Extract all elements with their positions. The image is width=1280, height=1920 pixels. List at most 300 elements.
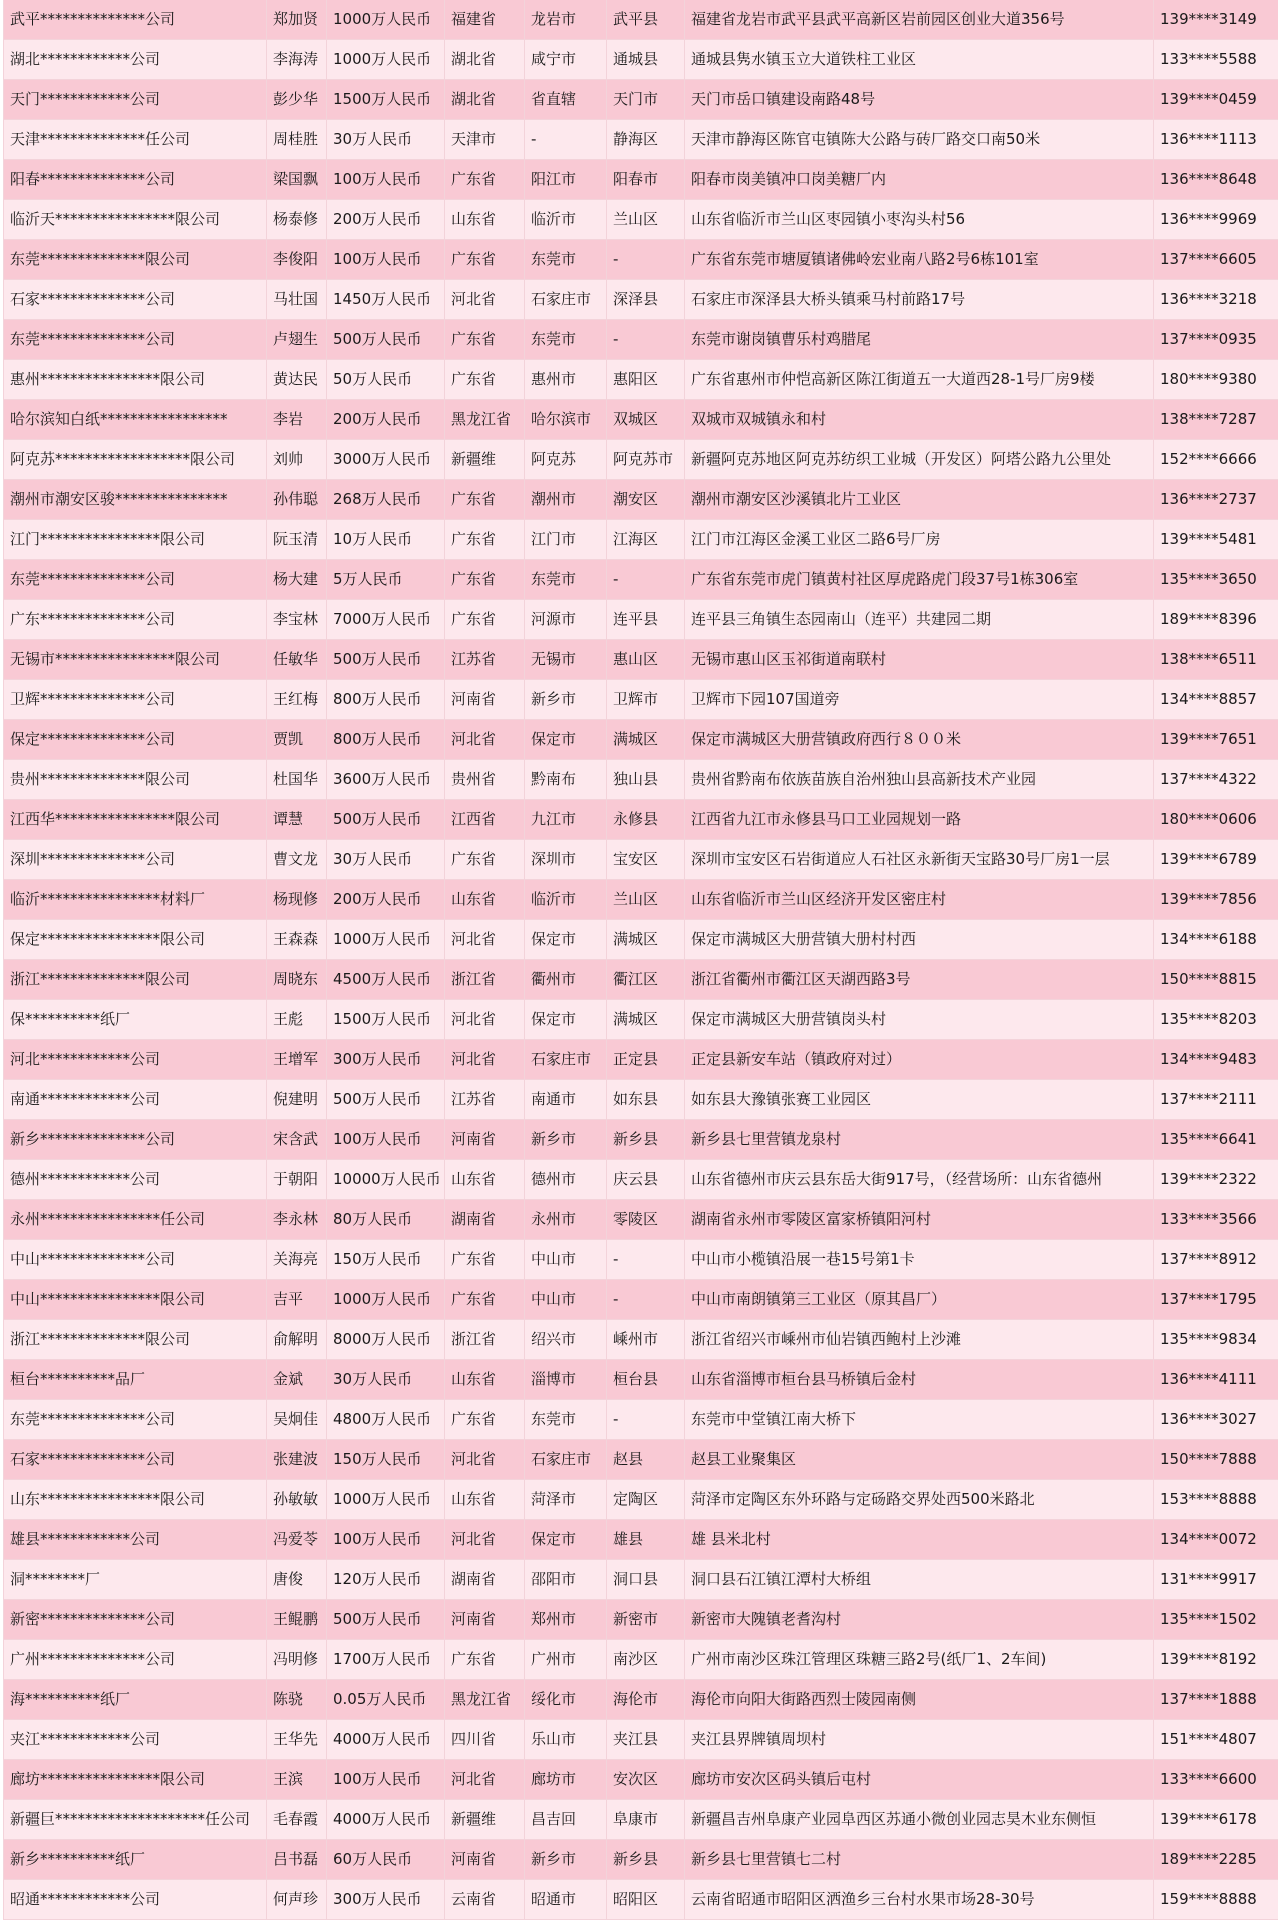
- district-cell: 夹江县: [607, 1720, 685, 1759]
- address-cell: 中山市南朗镇第三工业区（原其昌厂）: [685, 1280, 1154, 1319]
- address-cell: 新密市大隗镇老耆沟村: [685, 1600, 1154, 1639]
- legal-person-cell: 周晓东: [267, 960, 327, 999]
- district-cell: 海伦市: [607, 1680, 685, 1719]
- province-cell: 河北省: [445, 920, 525, 959]
- legal-person-cell: 周桂胜: [267, 120, 327, 159]
- legal-person-cell: 黄达民: [267, 360, 327, 399]
- table-row: [4, 1800, 1278, 1840]
- city-cell: 深圳市: [525, 840, 607, 879]
- registered-capital-cell: 30万人民币: [327, 840, 445, 879]
- city-cell: 东莞市: [525, 560, 607, 599]
- company-name-cell: 东莞**************限公司: [4, 240, 267, 279]
- company-name-cell: 卫辉**************公司: [4, 680, 267, 719]
- registered-capital-cell: 4000万人民币: [327, 1800, 445, 1839]
- legal-person-cell: 倪建明: [267, 1080, 327, 1119]
- legal-person-cell: 冯爱苓: [267, 1520, 327, 1559]
- phone-cell: 137****4322: [1160, 770, 1257, 788]
- legal-person-cell: 唐俊: [267, 1560, 327, 1599]
- legal-person-cell: 陈骁: [267, 1680, 327, 1719]
- district-cell: 静海区: [607, 120, 685, 159]
- district-cell: 阜康市: [607, 1800, 685, 1839]
- phone-cell: 136****4111: [1160, 1370, 1257, 1388]
- legal-person-cell: 王增军: [267, 1040, 327, 1079]
- table-row: [4, 0, 1278, 40]
- city-cell: 石家庄市: [525, 1440, 607, 1479]
- phone-cell: 180****9380: [1160, 370, 1257, 388]
- table-row: [4, 880, 1278, 920]
- legal-person-cell: 王滨: [267, 1760, 327, 1799]
- district-cell: 潮安区: [607, 480, 685, 519]
- registered-capital-cell: 4800万人民币: [327, 1400, 445, 1439]
- company-name-cell: 哈尔滨知白纸*****************: [4, 400, 267, 439]
- city-cell: 石家庄市: [525, 280, 607, 319]
- company-name-cell: 浙江**************限公司: [4, 960, 267, 999]
- province-cell: 天津市: [445, 120, 525, 159]
- city-cell: 临沂市: [525, 880, 607, 919]
- legal-person-cell: 吉平: [267, 1280, 327, 1319]
- address-cell: 保定市满城区大册营镇政府西行８００米: [685, 720, 1154, 759]
- company-name-cell: 武平**************公司: [4, 0, 267, 39]
- phone-cell: 151****4807: [1160, 1730, 1257, 1748]
- city-cell: 江门市: [525, 520, 607, 559]
- province-cell: 福建省: [445, 0, 525, 39]
- registered-capital-cell: 60万人民币: [327, 1840, 445, 1879]
- district-cell: 兰山区: [607, 200, 685, 239]
- company-name-cell: 临沂天****************限公司: [4, 200, 267, 239]
- table-row: [4, 280, 1278, 320]
- table-row: [4, 1760, 1278, 1800]
- city-cell: 中山市: [525, 1280, 607, 1319]
- address-cell: 双城市双城镇永和村: [685, 400, 1154, 439]
- phone-cell: 153****8888: [1160, 1490, 1257, 1508]
- province-cell: 河南省: [445, 1600, 525, 1639]
- table-row: [4, 800, 1278, 840]
- city-cell: 新乡市: [525, 680, 607, 719]
- address-cell: 如东县大豫镇张赛工业园区: [685, 1080, 1154, 1119]
- legal-person-cell: 曹文龙: [267, 840, 327, 879]
- address-cell: 新乡县七里营镇七二村: [685, 1840, 1154, 1879]
- province-cell: 广东省: [445, 560, 525, 599]
- district-cell: 双城区: [607, 400, 685, 439]
- province-cell: 广东省: [445, 520, 525, 559]
- province-cell: 山东省: [445, 1360, 525, 1399]
- city-cell: 临沂市: [525, 200, 607, 239]
- registered-capital-cell: 3600万人民币: [327, 760, 445, 799]
- address-cell: 东莞市谢岗镇曹乐村鸡腊尾: [685, 320, 1154, 359]
- district-cell: 庆云县: [607, 1160, 685, 1199]
- company-name-cell: 中山****************限公司: [4, 1280, 267, 1319]
- district-cell: 新乡县: [607, 1120, 685, 1159]
- legal-person-cell: 李海涛: [267, 40, 327, 79]
- legal-person-cell: 冯明修: [267, 1640, 327, 1679]
- legal-person-cell: 张建波: [267, 1440, 327, 1479]
- address-cell: 夹江县界牌镇周坝村: [685, 1720, 1154, 1759]
- registered-capital-cell: 200万人民币: [327, 880, 445, 919]
- company-name-cell: 新乡**********纸厂: [4, 1840, 267, 1879]
- address-cell: 保定市满城区大册营镇大册村村西: [685, 920, 1154, 959]
- table-row: [4, 1280, 1278, 1320]
- city-cell: 邵阳市: [525, 1560, 607, 1599]
- company-name-cell: 昭通************公司: [4, 1880, 267, 1919]
- phone-cell: 138****6511: [1160, 650, 1257, 668]
- table-row: [4, 600, 1278, 640]
- company-name-cell: 雄县************公司: [4, 1520, 267, 1559]
- company-name-cell: 天门************公司: [4, 80, 267, 119]
- table-row: [4, 400, 1278, 440]
- address-cell: 浙江省绍兴市嵊州市仙岩镇西鲍村上沙滩: [685, 1320, 1154, 1359]
- phone-cell: 137****1795: [1160, 1290, 1257, 1308]
- table-row: [4, 120, 1278, 160]
- city-cell: 保定市: [525, 1520, 607, 1559]
- address-cell: 广东省东莞市塘厦镇诸佛岭宏业南八路2号6栋101室: [685, 240, 1154, 279]
- company-name-cell: 南通************公司: [4, 1080, 267, 1119]
- registered-capital-cell: 200万人民币: [327, 400, 445, 439]
- registered-capital-cell: 1500万人民币: [327, 80, 445, 119]
- city-cell: 廊坊市: [525, 1760, 607, 1799]
- legal-person-cell: 孙伟聪: [267, 480, 327, 519]
- registered-capital-cell: 4000万人民币: [327, 1720, 445, 1759]
- district-cell: 昭阳区: [607, 1880, 685, 1919]
- province-cell: 河北省: [445, 1040, 525, 1079]
- registered-capital-cell: 800万人民币: [327, 720, 445, 759]
- city-cell: 无锡市: [525, 640, 607, 679]
- company-name-cell: 德州************公司: [4, 1160, 267, 1199]
- city-cell: 咸宁市: [525, 40, 607, 79]
- address-cell: 深圳市宝安区石岩街道应人石社区永新街天宝路30号厂房1一层: [685, 840, 1154, 879]
- address-cell: 福建省龙岩市武平县武平高新区岩前园区创业大道356号: [685, 0, 1154, 39]
- city-cell: 东莞市: [525, 320, 607, 359]
- province-cell: 河南省: [445, 680, 525, 719]
- phone-cell: 139****3149: [1160, 10, 1257, 28]
- legal-person-cell: 吕书磊: [267, 1840, 327, 1879]
- city-cell: 永州市: [525, 1200, 607, 1239]
- company-name-cell: 临沂****************材料厂: [4, 880, 267, 919]
- district-cell: -: [607, 1280, 685, 1319]
- phone-cell: 139****0459: [1160, 90, 1257, 108]
- legal-person-cell: 王红梅: [267, 680, 327, 719]
- address-cell: 菏泽市定陶区东外环路与定砀路交界处西500米路北: [685, 1480, 1154, 1519]
- city-cell: 广州市: [525, 1640, 607, 1679]
- district-cell: 衢江区: [607, 960, 685, 999]
- legal-person-cell: 李宝林: [267, 600, 327, 639]
- registered-capital-cell: 1000万人民币: [327, 1480, 445, 1519]
- address-cell: 新疆昌吉州阜康产业园阜西区苏通小微创业园志昊木业东侧恒: [685, 1800, 1154, 1839]
- address-cell: 浙江省衢州市衢江区天湖西路3号: [685, 960, 1154, 999]
- province-cell: 广东省: [445, 840, 525, 879]
- company-name-cell: 深圳**************公司: [4, 840, 267, 879]
- table-row: [4, 1880, 1278, 1920]
- province-cell: 浙江省: [445, 1320, 525, 1359]
- phone-cell: 135****6641: [1160, 1130, 1257, 1148]
- province-cell: 四川省: [445, 1720, 525, 1759]
- company-name-cell: 保定****************限公司: [4, 920, 267, 959]
- registered-capital-cell: 500万人民币: [327, 1600, 445, 1639]
- phone-cell: 137****6605: [1160, 250, 1257, 268]
- address-cell: 云南省昭通市昭阳区洒渔乡三台村水果市场28-30号: [685, 1880, 1154, 1919]
- table-row: [4, 720, 1278, 760]
- registered-capital-cell: 0.05万人民币: [327, 1680, 445, 1719]
- table-row: [4, 320, 1278, 360]
- phone-cell: 139****5481: [1160, 530, 1257, 548]
- address-cell: 山东省临沂市兰山区经济开发区密庄村: [685, 880, 1154, 919]
- phone-cell: 138****7287: [1160, 410, 1257, 428]
- table-row: [4, 1120, 1278, 1160]
- registered-capital-cell: 150万人民币: [327, 1440, 445, 1479]
- address-cell: 山东省德州市庆云县东岳大街917号，（经营场所：山东省德州: [685, 1160, 1154, 1199]
- company-name-cell: 阿克苏******************限公司: [4, 440, 267, 479]
- district-cell: 如东县: [607, 1080, 685, 1119]
- district-cell: 安次区: [607, 1760, 685, 1799]
- district-cell: 零陵区: [607, 1200, 685, 1239]
- address-cell: 连平县三角镇生态园南山（连平）共建园二期: [685, 600, 1154, 639]
- city-cell: 东莞市: [525, 240, 607, 279]
- legal-person-cell: 谭慧: [267, 800, 327, 839]
- table-row: [4, 1360, 1278, 1400]
- district-cell: 兰山区: [607, 880, 685, 919]
- company-name-cell: 惠州****************限公司: [4, 360, 267, 399]
- address-cell: 石家庄市深泽县大桥头镇乘马村前路17号: [685, 280, 1154, 319]
- table-row: [4, 1200, 1278, 1240]
- city-cell: 绥化市: [525, 1680, 607, 1719]
- province-cell: 广东省: [445, 1400, 525, 1439]
- table-row: [4, 920, 1278, 960]
- company-name-cell: 东莞**************公司: [4, 1400, 267, 1439]
- table-row: [4, 480, 1278, 520]
- address-cell: 潮州市潮安区沙溪镇北片工业区: [685, 480, 1154, 519]
- city-cell: -: [525, 120, 607, 159]
- table-row: [4, 440, 1278, 480]
- phone-cell: 135****8203: [1160, 1010, 1257, 1028]
- company-name-cell: 廊坊****************限公司: [4, 1760, 267, 1799]
- city-cell: 石家庄市: [525, 1040, 607, 1079]
- city-cell: 保定市: [525, 920, 607, 959]
- phone-cell: 139****8192: [1160, 1650, 1257, 1668]
- company-table: [3, 0, 1278, 1920]
- table-row: [4, 360, 1278, 400]
- table-row: [4, 1320, 1278, 1360]
- company-name-cell: 新密**************公司: [4, 1600, 267, 1639]
- registered-capital-cell: 50万人民币: [327, 360, 445, 399]
- registered-capital-cell: 268万人民币: [327, 480, 445, 519]
- address-cell: 天津市静海区陈官屯镇陈大公路与砖厂路交口南50米: [685, 120, 1154, 159]
- province-cell: 山东省: [445, 200, 525, 239]
- table-row: [4, 840, 1278, 880]
- legal-person-cell: 马壮国: [267, 280, 327, 319]
- table-row: [4, 640, 1278, 680]
- address-cell: 通城县隽水镇玉立大道铁柱工业区: [685, 40, 1154, 79]
- province-cell: 河北省: [445, 1440, 525, 1479]
- province-cell: 湖南省: [445, 1560, 525, 1599]
- city-cell: 黔南布: [525, 760, 607, 799]
- city-cell: 绍兴市: [525, 1320, 607, 1359]
- city-cell: 省直辖: [525, 80, 607, 119]
- table-row: [4, 1440, 1278, 1480]
- table-row: [4, 160, 1278, 200]
- phone-cell: 136****3218: [1160, 290, 1257, 308]
- phone-cell: 131****9917: [1160, 1570, 1257, 1588]
- address-cell: 阳春市岗美镇冲口岗美糖厂内: [685, 160, 1154, 199]
- address-cell: 洞口县石江镇江潭村大桥组: [685, 1560, 1154, 1599]
- province-cell: 湖北省: [445, 80, 525, 119]
- province-cell: 广东省: [445, 240, 525, 279]
- phone-cell: 152****6666: [1160, 450, 1257, 468]
- phone-cell: 135****3650: [1160, 570, 1257, 588]
- city-cell: 哈尔滨市: [525, 400, 607, 439]
- table-row: [4, 1840, 1278, 1880]
- province-cell: 广东省: [445, 1280, 525, 1319]
- district-cell: 武平县: [607, 0, 685, 39]
- legal-person-cell: 宋含武: [267, 1120, 327, 1159]
- city-cell: 新乡市: [525, 1120, 607, 1159]
- province-cell: 广东省: [445, 360, 525, 399]
- province-cell: 浙江省: [445, 960, 525, 999]
- phone-cell: 134****8857: [1160, 690, 1257, 708]
- city-cell: 中山市: [525, 1240, 607, 1279]
- phone-cell: 139****6789: [1160, 850, 1257, 868]
- phone-cell: 134****0072: [1160, 1530, 1257, 1548]
- province-cell: 河北省: [445, 1520, 525, 1559]
- district-cell: 独山县: [607, 760, 685, 799]
- phone-cell: 189****8396: [1160, 610, 1257, 628]
- legal-person-cell: 俞解明: [267, 1320, 327, 1359]
- table-row: [4, 1520, 1278, 1560]
- address-cell: 天门市岳口镇建设南路48号: [685, 80, 1154, 119]
- district-cell: 天门市: [607, 80, 685, 119]
- registered-capital-cell: 30万人民币: [327, 1360, 445, 1399]
- table-row: [4, 1680, 1278, 1720]
- province-cell: 云南省: [445, 1880, 525, 1919]
- district-cell: 卫辉市: [607, 680, 685, 719]
- table-row: [4, 1160, 1278, 1200]
- district-cell: 阳春市: [607, 160, 685, 199]
- district-cell: 深泽县: [607, 280, 685, 319]
- table-row: [4, 1480, 1278, 1520]
- district-cell: 满城区: [607, 1000, 685, 1039]
- province-cell: 黑龙江省: [445, 400, 525, 439]
- city-cell: 衢州市: [525, 960, 607, 999]
- address-cell: 雄 县米北村: [685, 1520, 1154, 1559]
- company-name-cell: 贵州**************限公司: [4, 760, 267, 799]
- table-row: [4, 1640, 1278, 1680]
- district-cell: 通城县: [607, 40, 685, 79]
- legal-person-cell: 王鲲鹏: [267, 1600, 327, 1639]
- city-cell: 阳江市: [525, 160, 607, 199]
- province-cell: 河南省: [445, 1120, 525, 1159]
- city-cell: 保定市: [525, 1000, 607, 1039]
- city-cell: 淄博市: [525, 1360, 607, 1399]
- registered-capital-cell: 30万人民币: [327, 120, 445, 159]
- district-cell: 正定县: [607, 1040, 685, 1079]
- phone-cell: 139****2322: [1160, 1170, 1257, 1188]
- company-name-cell: 新疆巨********************任公司: [4, 1800, 267, 1839]
- registered-capital-cell: 3000万人民币: [327, 440, 445, 479]
- legal-person-cell: 任敏华: [267, 640, 327, 679]
- registered-capital-cell: 1000万人民币: [327, 40, 445, 79]
- registered-capital-cell: 1500万人民币: [327, 1000, 445, 1039]
- table-row: [4, 200, 1278, 240]
- city-cell: 昌吉回: [525, 1800, 607, 1839]
- phone-cell: 150****8815: [1160, 970, 1257, 988]
- address-cell: 东莞市中堂镇江南大桥下: [685, 1400, 1154, 1439]
- phone-cell: 136****8648: [1160, 170, 1257, 188]
- company-name-cell: 东莞**************公司: [4, 320, 267, 359]
- city-cell: 新乡市: [525, 1840, 607, 1879]
- table-row: [4, 1600, 1278, 1640]
- registered-capital-cell: 80万人民币: [327, 1200, 445, 1239]
- province-cell: 贵州省: [445, 760, 525, 799]
- registered-capital-cell: 8000万人民币: [327, 1320, 445, 1359]
- registered-capital-cell: 7000万人民币: [327, 600, 445, 639]
- table-row: [4, 1400, 1278, 1440]
- province-cell: 山东省: [445, 880, 525, 919]
- province-cell: 新疆维: [445, 1800, 525, 1839]
- province-cell: 河北省: [445, 280, 525, 319]
- company-name-cell: 东莞**************公司: [4, 560, 267, 599]
- legal-person-cell: 毛春霞: [267, 1800, 327, 1839]
- city-cell: 郑州市: [525, 1600, 607, 1639]
- company-name-cell: 新乡**************公司: [4, 1120, 267, 1159]
- legal-person-cell: 彭少华: [267, 80, 327, 119]
- table-row: [4, 960, 1278, 1000]
- city-cell: 乐山市: [525, 1720, 607, 1759]
- district-cell: -: [607, 1240, 685, 1279]
- legal-person-cell: 贾凯: [267, 720, 327, 759]
- district-cell: 赵县: [607, 1440, 685, 1479]
- company-name-cell: 洞********厂: [4, 1560, 267, 1599]
- city-cell: 菏泽市: [525, 1480, 607, 1519]
- company-name-cell: 保**********纸厂: [4, 1000, 267, 1039]
- legal-person-cell: 吴炯佳: [267, 1400, 327, 1439]
- address-cell: 广州市南沙区珠江管理区珠糖三路2号(纸厂1、2车间): [685, 1640, 1154, 1679]
- phone-cell: 139****6178: [1160, 1810, 1257, 1828]
- legal-person-cell: 王森森: [267, 920, 327, 959]
- city-cell: 九江市: [525, 800, 607, 839]
- legal-person-cell: 孙敏敏: [267, 1480, 327, 1519]
- phone-cell: 189****2285: [1160, 1850, 1257, 1868]
- district-cell: 南沙区: [607, 1640, 685, 1679]
- phone-cell: 137****0935: [1160, 330, 1257, 348]
- legal-person-cell: 王华先: [267, 1720, 327, 1759]
- phone-cell: 134****6188: [1160, 930, 1257, 948]
- district-cell: -: [607, 1400, 685, 1439]
- legal-person-cell: 阮玉清: [267, 520, 327, 559]
- registered-capital-cell: 120万人民币: [327, 1560, 445, 1599]
- province-cell: 广东省: [445, 160, 525, 199]
- address-cell: 江门市江海区金溪工业区二路6号厂房: [685, 520, 1154, 559]
- company-name-cell: 海**********纸厂: [4, 1680, 267, 1719]
- registered-capital-cell: 5万人民币: [327, 560, 445, 599]
- company-name-cell: 夹江************公司: [4, 1720, 267, 1759]
- district-cell: 江海区: [607, 520, 685, 559]
- company-name-cell: 石家**************公司: [4, 1440, 267, 1479]
- address-cell: 保定市满城区大册营镇岗头村: [685, 1000, 1154, 1039]
- legal-person-cell: 卢翅生: [267, 320, 327, 359]
- legal-person-cell: 于朝阳: [267, 1160, 327, 1199]
- legal-person-cell: 梁国飘: [267, 160, 327, 199]
- registered-capital-cell: 10000万人民币: [327, 1160, 445, 1199]
- district-cell: 阿克苏市: [607, 440, 685, 479]
- district-cell: 洞口县: [607, 1560, 685, 1599]
- province-cell: 山东省: [445, 1160, 525, 1199]
- address-cell: 正定县新安车站（镇政府对过）: [685, 1040, 1154, 1079]
- table-row: [4, 1000, 1278, 1040]
- address-cell: 贵州省黔南布依族苗族自治州独山县高新技术产业园: [685, 760, 1154, 799]
- province-cell: 广东省: [445, 1240, 525, 1279]
- registered-capital-cell: 500万人民币: [327, 320, 445, 359]
- company-name-cell: 石家**************公司: [4, 280, 267, 319]
- phone-cell: 135****1502: [1160, 1610, 1257, 1628]
- table-row: [4, 40, 1278, 80]
